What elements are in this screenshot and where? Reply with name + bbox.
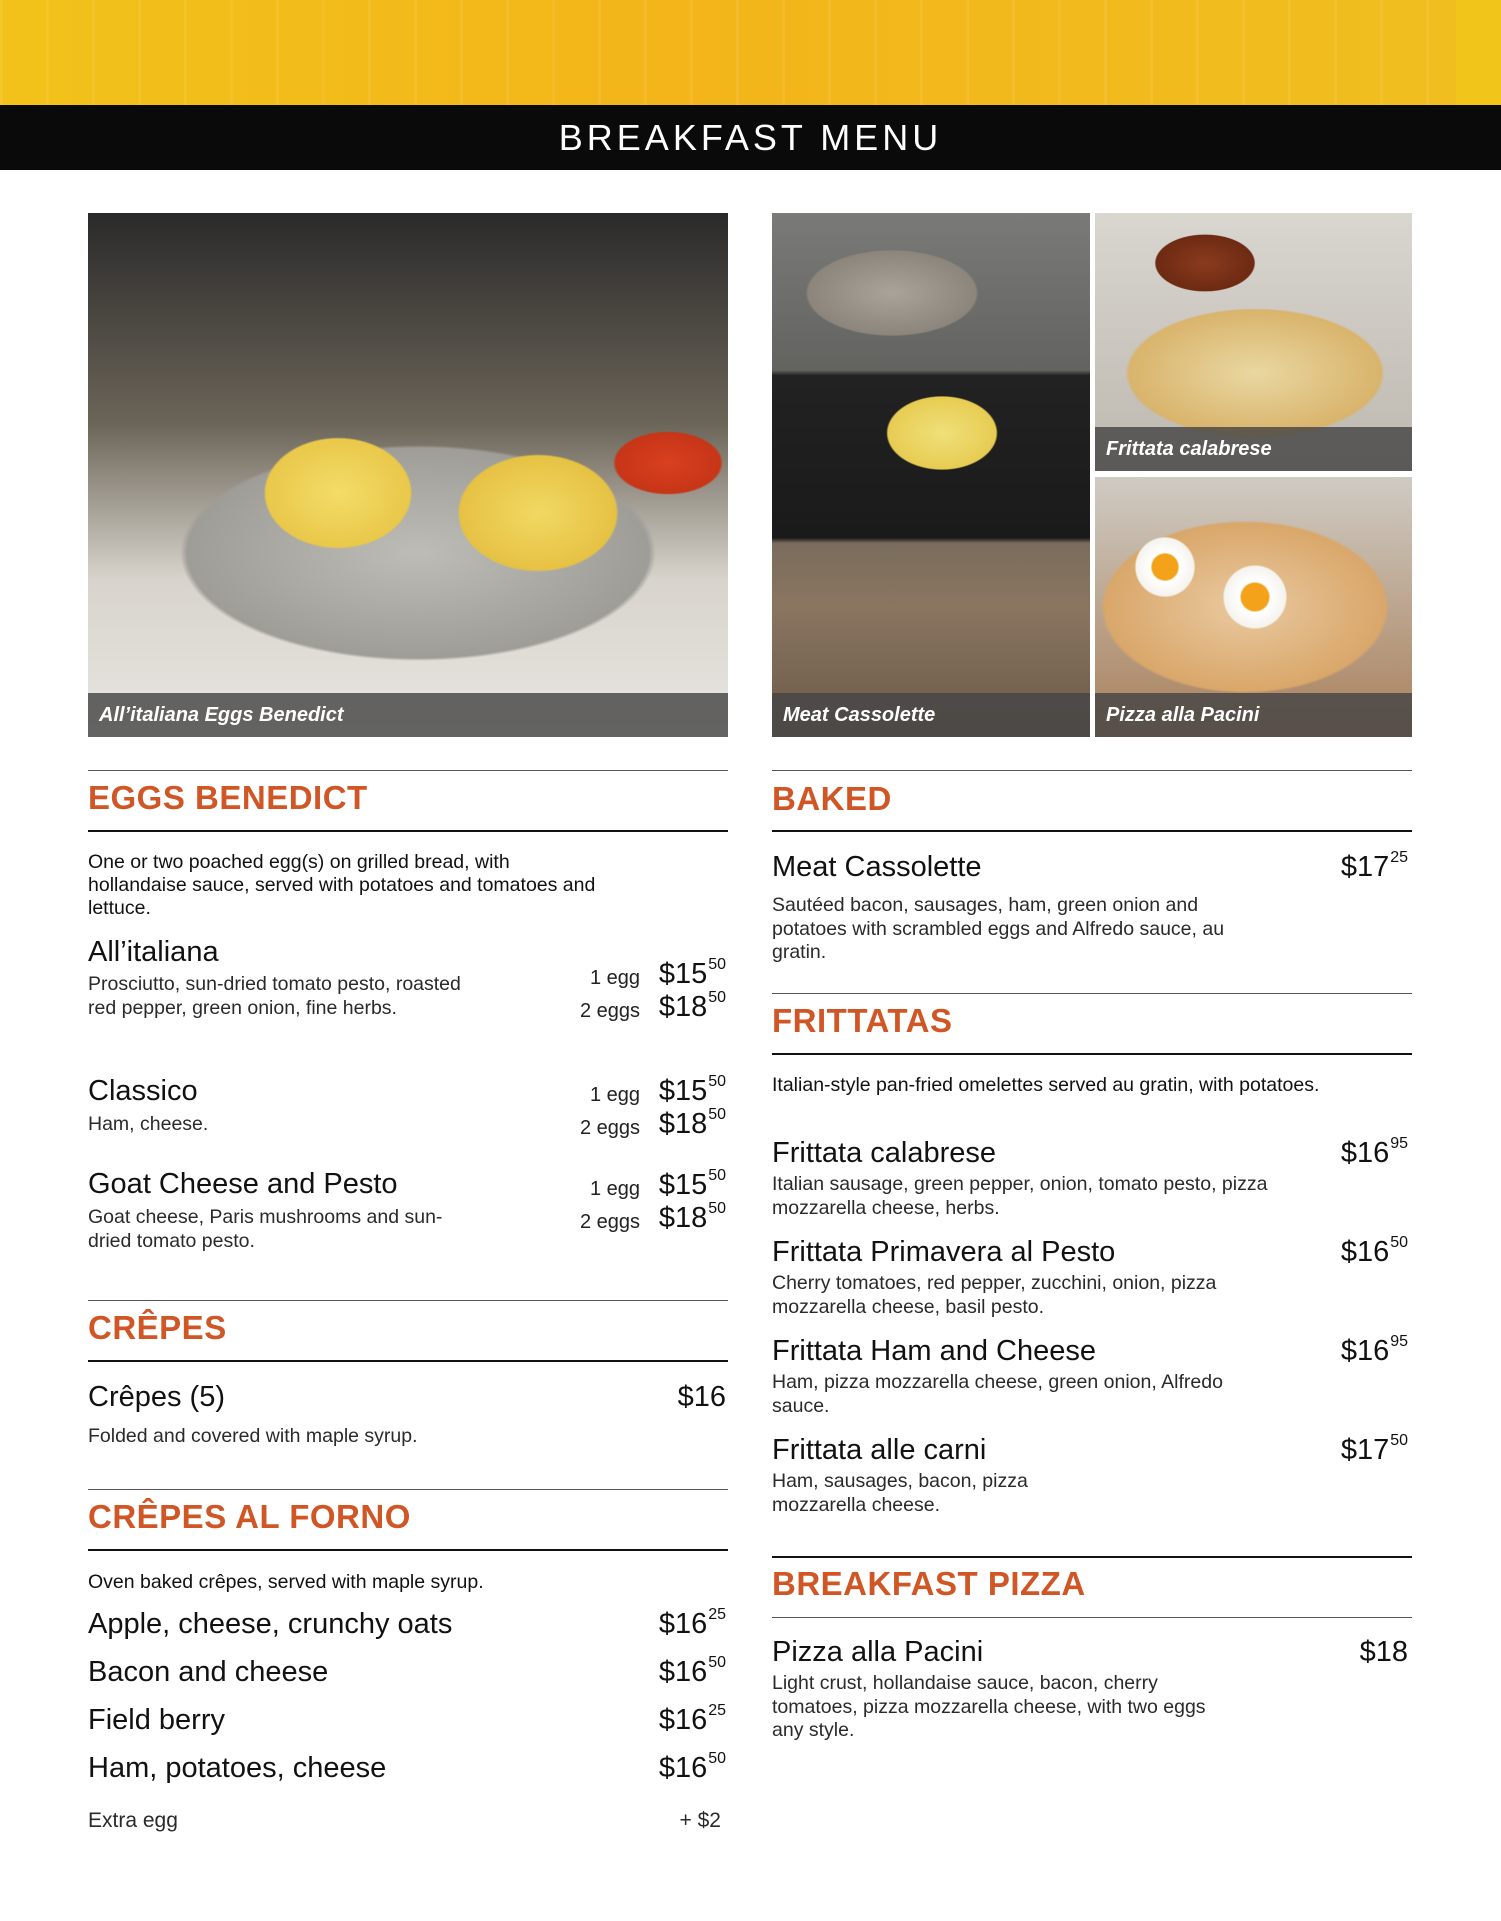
- divider: [772, 1053, 1412, 1055]
- menu-item-name: Pizza alla Pacini: [772, 1636, 984, 1668]
- menu-item-desc: Ham, sausages, bacon, pizza mozzarella cheese.: [772, 1470, 1028, 1516]
- menu-item-name: Frittata Primavera al Pesto: [772, 1236, 1116, 1268]
- menu-item-name: Meat Cassolette: [772, 851, 982, 883]
- menu-item-price: $16: [677, 1381, 726, 1413]
- section-intro: Oven baked crêpes, served with maple syrup.: [88, 1571, 484, 1593]
- menu-item-price: $\$16^{50}$: [1340, 1234, 1408, 1268]
- menu-item-name: Ham, potatoes, cheese: [88, 1752, 387, 1784]
- menu-item-desc: Italian sausage, green pepper, onion, tomato pesto, pizza mozzarella cheese, herbs.: [772, 1173, 1268, 1219]
- extra-egg-price: + $2: [679, 1809, 721, 1832]
- divider: [88, 770, 728, 771]
- menu-item-name: Classico: [88, 1075, 198, 1107]
- photo-caption: All’italiana Eggs Benedict: [88, 693, 728, 737]
- menu-item-name: Apple, cheese, crunchy oats: [88, 1608, 453, 1640]
- egg-qty-label: 2 eggs: [579, 1117, 640, 1139]
- menu-item-name: Crêpes (5): [88, 1381, 225, 1413]
- photo-frittata-calabrese: [1095, 213, 1412, 471]
- section-title-baked: BAKED: [772, 780, 892, 817]
- egg-qty-label: 1 egg: [589, 1084, 640, 1106]
- divider: [772, 993, 1412, 994]
- menu-item-price: $\$15^{50}$: [658, 1167, 726, 1201]
- divider: [88, 1489, 728, 1490]
- egg-qty-label: 2 eggs: [579, 1211, 640, 1233]
- menu-item-price: $\$16^{95}$: [1340, 1333, 1408, 1367]
- photo-caption: Meat Cassolette: [772, 693, 1090, 737]
- menu-item-name: Frittata calabrese: [772, 1137, 997, 1169]
- page-title: BREAKFAST MENU: [0, 105, 1501, 170]
- egg-qty-label: 2 eggs: [579, 1000, 640, 1022]
- menu-item-price: $\$17^{50}$: [1340, 1432, 1408, 1466]
- menu-item-price: $\$16^{95}$: [1340, 1135, 1408, 1169]
- section-intro: One or two poached egg(s) on grilled bread, with hollandaise sauce, served with potatoes and tomatoes and lettuce.: [88, 851, 596, 919]
- top-banner-image: [0, 0, 1501, 105]
- menu-item-desc: Light crust, hollandaise sauce, bacon, cherry tomatoes, pizza mozzarella cheese, with two eggs any style.: [772, 1672, 1206, 1741]
- photo-caption: Pizza alla Pacini: [1095, 693, 1412, 737]
- menu-item-name: Frittata alle carni: [772, 1434, 987, 1466]
- divider: [772, 1556, 1412, 1558]
- section-title-frittatas: FRITTATAS: [772, 1002, 953, 1039]
- divider: [88, 1360, 728, 1362]
- section-title-crepes: CRÊPES: [88, 1309, 227, 1346]
- menu-item-desc: Ham, pizza mozzarella cheese, green onion, Alfredo sauce.: [772, 1371, 1223, 1417]
- menu-item-name: All’italiana: [88, 936, 219, 968]
- menu-item-price: $\$18^{50}$: [658, 989, 726, 1023]
- divider: [772, 1617, 1412, 1618]
- divider: [88, 1549, 728, 1551]
- menu-item-desc: Folded and covered with maple syrup.: [88, 1425, 418, 1447]
- menu-item-price: $\$16^{50}$: [658, 1654, 726, 1688]
- menu-item-price: $\$15^{50}$: [658, 1073, 726, 1107]
- photo-eggs-benedict: [88, 213, 728, 737]
- section-title-breakfast-pizza: BREAKFAST PIZZA: [772, 1565, 1086, 1602]
- menu-item-name: Frittata Ham and Cheese: [772, 1335, 1096, 1367]
- divider: [88, 1300, 728, 1301]
- egg-qty-label: 1 egg: [589, 967, 640, 989]
- divider: [772, 770, 1412, 771]
- menu-item-desc: Cherry tomatoes, red pepper, zucchini, onion, pizza mozzarella cheese, basil pesto.: [772, 1272, 1217, 1318]
- menu-item-price: $\$16^{25}$: [658, 1606, 726, 1640]
- menu-item-desc: Prosciutto, sun-dried tomato pesto, roasted red pepper, green onion, fine herbs.: [88, 973, 461, 1019]
- menu-item-name: Bacon and cheese: [88, 1656, 329, 1688]
- menu-item-price: $18: [1359, 1636, 1408, 1668]
- photo-meat-cassolette: [772, 213, 1090, 737]
- photo-pizza-alla-pacini: [1095, 477, 1412, 737]
- menu-item-desc: Sautéed bacon, sausages, ham, green onion and potatoes with scrambled eggs and Alfredo sauce, au gratin.: [772, 894, 1225, 963]
- egg-qty-label: 1 egg: [589, 1178, 640, 1200]
- menu-item-price: $\$17^{25}$: [1340, 849, 1408, 883]
- menu-item-name: Goat Cheese and Pesto: [88, 1168, 398, 1200]
- section-title-crepes-al-forno: CRÊPES AL FORNO: [88, 1498, 411, 1535]
- menu-item-price: $\$16^{25}$: [658, 1702, 726, 1736]
- divider: [772, 830, 1412, 832]
- extra-egg-label: Extra egg: [88, 1809, 178, 1832]
- divider: [88, 830, 728, 832]
- menu-item-desc: Ham, cheese.: [88, 1113, 209, 1135]
- menu-item-price: $\$15^{50}$: [658, 956, 726, 990]
- menu-item-price: $\$18^{50}$: [658, 1106, 726, 1140]
- section-title-eggs-benedict: EGGS BENEDICT: [88, 779, 368, 816]
- photo-caption: Frittata calabrese: [1095, 427, 1412, 471]
- menu-item-desc: Goat cheese, Paris mushrooms and sun-dried tomato pesto.: [88, 1206, 443, 1252]
- menu-item-name: Field berry: [88, 1704, 225, 1736]
- menu-item-price: $\$18^{50}$: [658, 1200, 726, 1234]
- menu-item-price: $\$16^{50}$: [658, 1750, 726, 1784]
- section-intro: Italian-style pan-fried omelettes served au gratin, with potatoes.: [772, 1074, 1320, 1096]
